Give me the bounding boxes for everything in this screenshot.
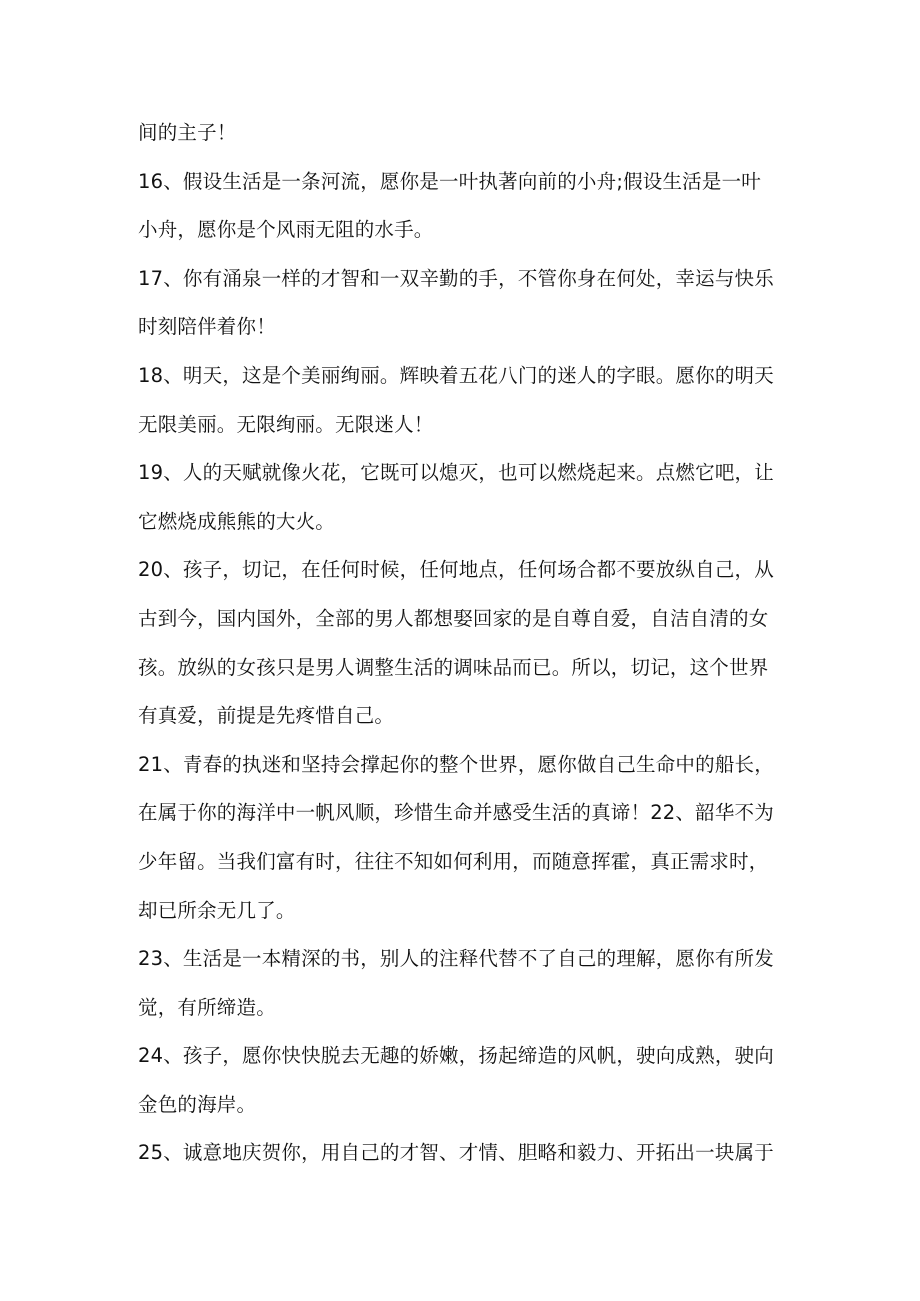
text-line: 少年留。当我们富有时，往往不知如何利用，而随意挥霍，真正需求时，: [138, 849, 769, 873]
document-body: [138, 109, 788, 1178]
paragraph-15-end: [138, 109, 788, 158]
text-line: 17、你有涌泉一样的才智和一双辛勤的手，不管你身在何处，幸运与快乐: [138, 266, 774, 290]
text-line: 金色的海岸。: [138, 1092, 257, 1116]
text-line: 18、明天，这是个美丽绚丽。辉映着五花八门的迷人的字眼。愿你的明天: [138, 363, 774, 387]
text-line: 它燃烧成熊熊的大火。: [138, 509, 336, 533]
text-line: 有真爱，前提是先疼惜自己。: [138, 704, 395, 728]
text-line: 间的主子！: [138, 121, 237, 144]
text-line: 25、诚意地庆贺你，用自己的才智、才情、胆略和毅力、开拓出一块属于: [138, 1141, 774, 1165]
text-line: 无限美丽。无限绚丽。无限迷人！: [138, 412, 434, 436]
paragraph-16: [138, 158, 788, 255]
text-line: 孩。放纵的女孩只是男人调整生活的调味品而已。所以，切记，这个世界: [138, 655, 769, 679]
text-line: 古到今，国内国外，全部的男人都想娶回家的是自尊自爱，自洁自清的女: [138, 606, 769, 630]
text-line: 却已所余无几了。: [138, 898, 296, 922]
text-line: 24、孩子，愿你快快脱去无趣的娇嫩，扬起缔造的风帆，驶向成熟，驶向: [138, 1044, 774, 1068]
text-line: 21、青春的执迷和坚持会撑起你的整个世界，愿你做自己生命中的船长，: [138, 752, 774, 776]
text-line: 20、孩子，切记，在任何时候，任何地点，任何场合都不要放纵自己，从: [138, 558, 774, 582]
text-line: 在属于你的海洋中一帆风顺，珍惜生命并感受生活的真谛！22、韶华不为: [138, 801, 774, 825]
paragraph-18: [138, 352, 788, 449]
paragraph-21-22: [138, 741, 788, 935]
paragraph-20: [138, 546, 788, 740]
text-line: 19、人的天赋就像火花，它既可以熄灭，也可以燃烧起来。点燃它吧，让: [138, 461, 774, 485]
paragraph-19: [138, 449, 788, 546]
text-line: 觉，有所缔造。: [138, 995, 276, 1019]
paragraph-24: [138, 1032, 788, 1129]
paragraph-23: [138, 935, 788, 1032]
paragraph-17: [138, 255, 788, 352]
text-line: 23、生活是一本精深的书，别人的注释代替不了自己的理解，愿你有所发: [138, 947, 774, 971]
paragraph-25: [138, 1129, 788, 1178]
text-line: 时刻陪伴着你！: [138, 315, 276, 339]
text-line: 小舟，愿你是个风雨无阻的水手。: [138, 218, 434, 242]
text-line: 16、假设生活是一条河流，愿你是一叶执著向前的小舟;假设生活是一叶: [138, 169, 761, 193]
